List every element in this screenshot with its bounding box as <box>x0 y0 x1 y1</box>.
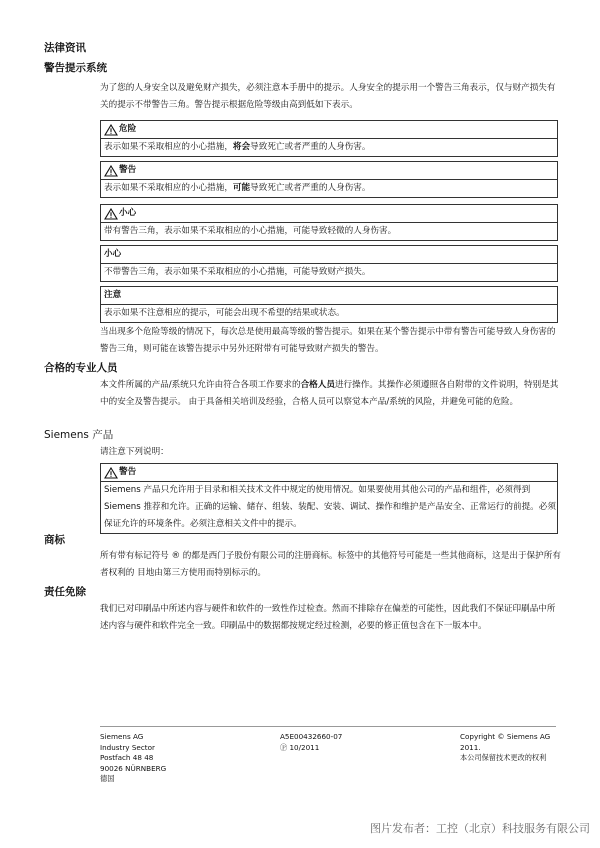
products-intro: 请注意下列说明： <box>100 447 169 457</box>
products-warning-box-header <box>101 464 557 482</box>
footer-copyright-line: 2011. <box>460 742 481 752</box>
warning-triangle-icon <box>104 467 118 479</box>
warning-box-header <box>101 162 557 180</box>
warning-box <box>100 286 558 323</box>
footer-copyright <box>460 732 550 764</box>
footer-address-line: Postfach 48 48 <box>100 753 154 762</box>
footer-docnum-line: A5E00432660-07 <box>280 732 343 741</box>
warning-box-title: 危险 <box>119 124 137 134</box>
warning-box-header <box>101 246 557 264</box>
warning-box <box>100 245 558 282</box>
footer-address-line: 90026 NÜRNBERG <box>100 763 167 773</box>
footer-address <box>100 732 166 785</box>
footer-address-line: Industry Sector <box>100 742 155 752</box>
footer-copyright-line: 本公司保留技术更改的权利 <box>460 753 547 762</box>
warning-box-text-strong: 可能 <box>232 183 251 193</box>
trademarks-text: 所有带有标记符号 ® 的都是西门子股份有限公司的注册商标。标签中的其他符号可能是一些其他商标，这是出于保护所有者权利的 目地由第三方使用而特别标示的。 <box>100 551 561 578</box>
warning-box <box>100 204 558 241</box>
legal-title: 法律资讯 <box>44 42 86 54</box>
warning-box-text-pre: 表示如果不采取相应的小心措施， <box>104 183 233 193</box>
warning-box-header <box>101 287 557 305</box>
warning-box-header <box>101 205 557 223</box>
warning-system-closing: 当出现多个危险等级的情况下，每次总是使用最高等级的警告提示。如果在某个警告提示中带有警告可能导致人身伤害的警告三角，则可能在该警告提示中另外还附带有可能导致财产损失的警告。 <box>100 327 556 354</box>
warning-box-text-pre: 表示如果不注意相应的提示，可能会出现不希望的结果或状态。 <box>104 308 345 318</box>
qualified-text <box>100 377 562 411</box>
trademarks-heading: 商标 <box>44 534 65 546</box>
warning-box-text <box>101 305 557 322</box>
warning-box <box>100 161 558 198</box>
qualified-heading: 合格的专业人员 <box>44 362 118 374</box>
warning-box-text-pre: 表示如果不采取相应的小心措施， <box>104 142 233 152</box>
warning-triangle-icon <box>104 124 118 136</box>
disclaimer-heading: 责任免除 <box>44 586 86 598</box>
footer-copyright-line: Copyright © Siemens AG <box>460 732 551 741</box>
warning-box <box>100 120 558 157</box>
warning-box-text-strong: 将会 <box>232 142 251 152</box>
products-heading: Siemens 产品 <box>44 429 114 441</box>
warning-triangle-icon <box>104 165 118 177</box>
footer-docnum-line: Ⓟ 10/2011 <box>280 742 320 752</box>
footer-docnum <box>280 732 342 753</box>
warning-box-text-post: 导致死亡或者严重的人身伤害。 <box>250 183 371 193</box>
warning-box-title: 注意 <box>104 290 122 300</box>
disclaimer-text: 我们已对印刷品中所述内容与硬件和软件的一致性作过检查。然而不排除存在偏差的可能性，因此我们不保证印刷品中所述内容与硬件和软件完全一致。印刷品中的数据都按规定经过检测，必要的修正值包含在下一版本中。 <box>100 604 556 631</box>
qualified-text-pre: 本文件所属的产品/系统只允许由符合各项工作要求的 <box>100 380 301 390</box>
warning-box-text <box>101 223 557 240</box>
warning-system-intro: 为了您的人身安全以及避免财产损失，必须注意本手册中的提示。人身安全的提示用一个警告三角表示，仅与财产损失有关的提示不带警告三角。警告提示根据危险等级由高到低如下表示。 <box>100 83 556 110</box>
warning-system-heading: 警告提示系统 <box>44 62 107 74</box>
warning-box-text-pre: 带有警告三角，表示如果不采取相应的小心措施，可能导致轻微的人身伤害。 <box>104 226 397 236</box>
footer-address-line: 德国 <box>100 774 115 783</box>
warning-box-title: 警告 <box>119 165 137 175</box>
products-warning-box <box>100 463 558 534</box>
warning-box-text <box>101 180 557 197</box>
warning-box-text-pre: 不带警告三角，表示如果不采取相应的小心措施，可能导致财产损失。 <box>104 267 371 277</box>
footer-address-line: Siemens AG <box>100 732 144 741</box>
qualified-text-strong: 合格人员 <box>300 380 335 390</box>
warning-box-header <box>101 121 557 139</box>
warning-triangle-icon <box>104 208 118 220</box>
products-warning-box-text: Siemens 产品只允许用于目录和相关技术文件中规定的使用情况。如果要使用其他公司的产品和组件，必须得到 Siemens 推荐和允许。正确的运输、储存、组装、装配、安装、调试、操作和维护是产品安全、正常运行的前提。必须保证允许的环境条件。必须注意相关文件中的提示。 <box>104 485 556 529</box>
products-warning-box-title: 警告 <box>119 467 137 477</box>
watermark: 图片发布者：工控（北京）科技服务有限公司 <box>370 822 590 835</box>
qualified-text-post: 进行操作。其操作必须遵照各自附带的文件说明，特别是其中的安全及警告提示。 由于具备相关培训及经验，合格人员可以察觉本产品/系统的风险，并避免可能的危险。 <box>100 380 559 407</box>
warning-box-title: 小心 <box>104 249 122 259</box>
warning-box-text-post: 导致死亡或者严重的人身伤害。 <box>250 142 371 152</box>
warning-box-text <box>101 139 557 156</box>
warning-box-text <box>101 264 557 281</box>
footer-divider <box>100 726 556 727</box>
warning-box-title: 小心 <box>119 208 137 218</box>
